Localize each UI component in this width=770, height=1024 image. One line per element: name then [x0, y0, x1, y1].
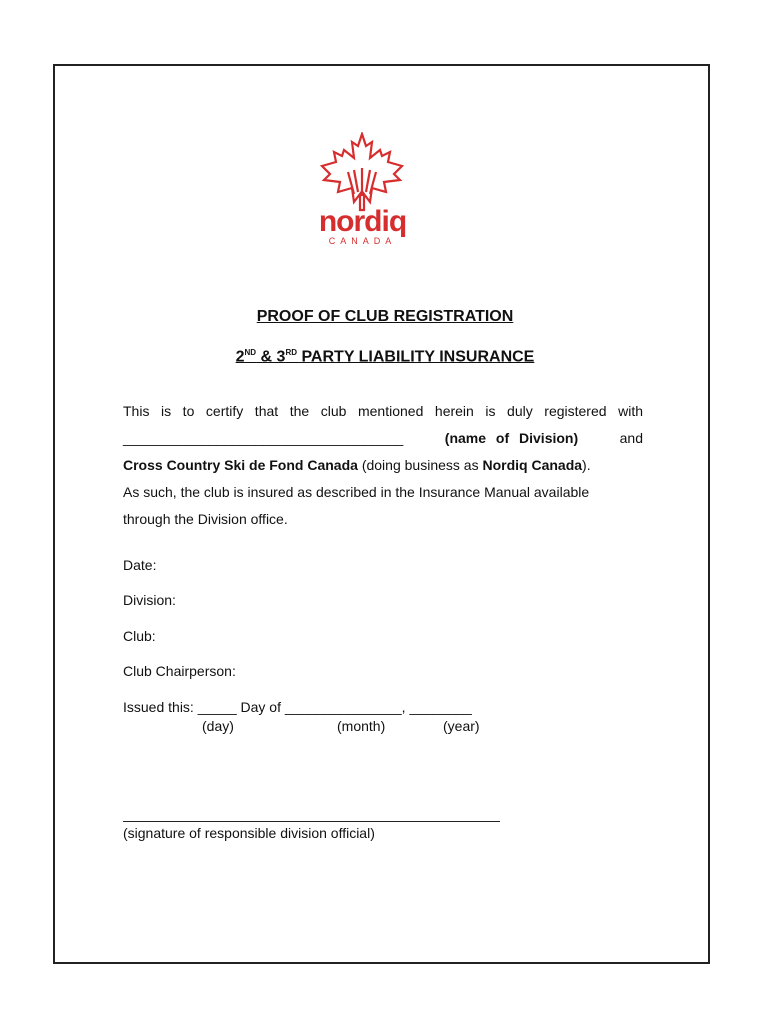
- division-blank: ____________________________________: [123, 430, 404, 446]
- certification-paragraph: [123, 398, 643, 533]
- paragraph-line-2: [123, 425, 643, 452]
- nordiq-canada-logo: [310, 132, 415, 250]
- month-caption: (month): [337, 718, 386, 734]
- logo-wordmark: nordiq: [318, 205, 407, 238]
- document-title: PROOF OF CLUB REGISTRATION: [256, 308, 514, 325]
- paragraph-line-1: This is to certify that the club mentioned herein is duly registered with: [123, 403, 643, 419]
- club-field: Club:: [123, 628, 156, 644]
- day-caption: (day): [202, 718, 234, 734]
- name-of-division-label: (name of Division): [444, 430, 579, 446]
- issued-date-line: Issued this: _____ Day of _______________, ________: [123, 699, 472, 715]
- signature-caption: (signature of responsible division official): [123, 825, 375, 841]
- club-chairperson-field: Club Chairperson:: [123, 663, 236, 679]
- date-field: Date:: [123, 557, 157, 573]
- division-field: Division:: [123, 592, 176, 608]
- signature-line: [123, 821, 500, 822]
- and-text: and: [619, 430, 643, 446]
- year-caption: (year): [443, 718, 480, 734]
- logo-subtext: CANADA: [328, 236, 397, 246]
- paragraph-line-3: Cross Country Ski de Fond Canada (doing business as Nordiq Canada).: [123, 457, 591, 473]
- document-subtitle: 2ND & 3RD PARTY LIABILITY INSURANCE: [235, 348, 535, 366]
- paragraph-line-4: As such, the club is insured as described in the Insurance Manual available: [123, 484, 590, 500]
- paragraph-line-5: through the Division office.: [123, 511, 288, 527]
